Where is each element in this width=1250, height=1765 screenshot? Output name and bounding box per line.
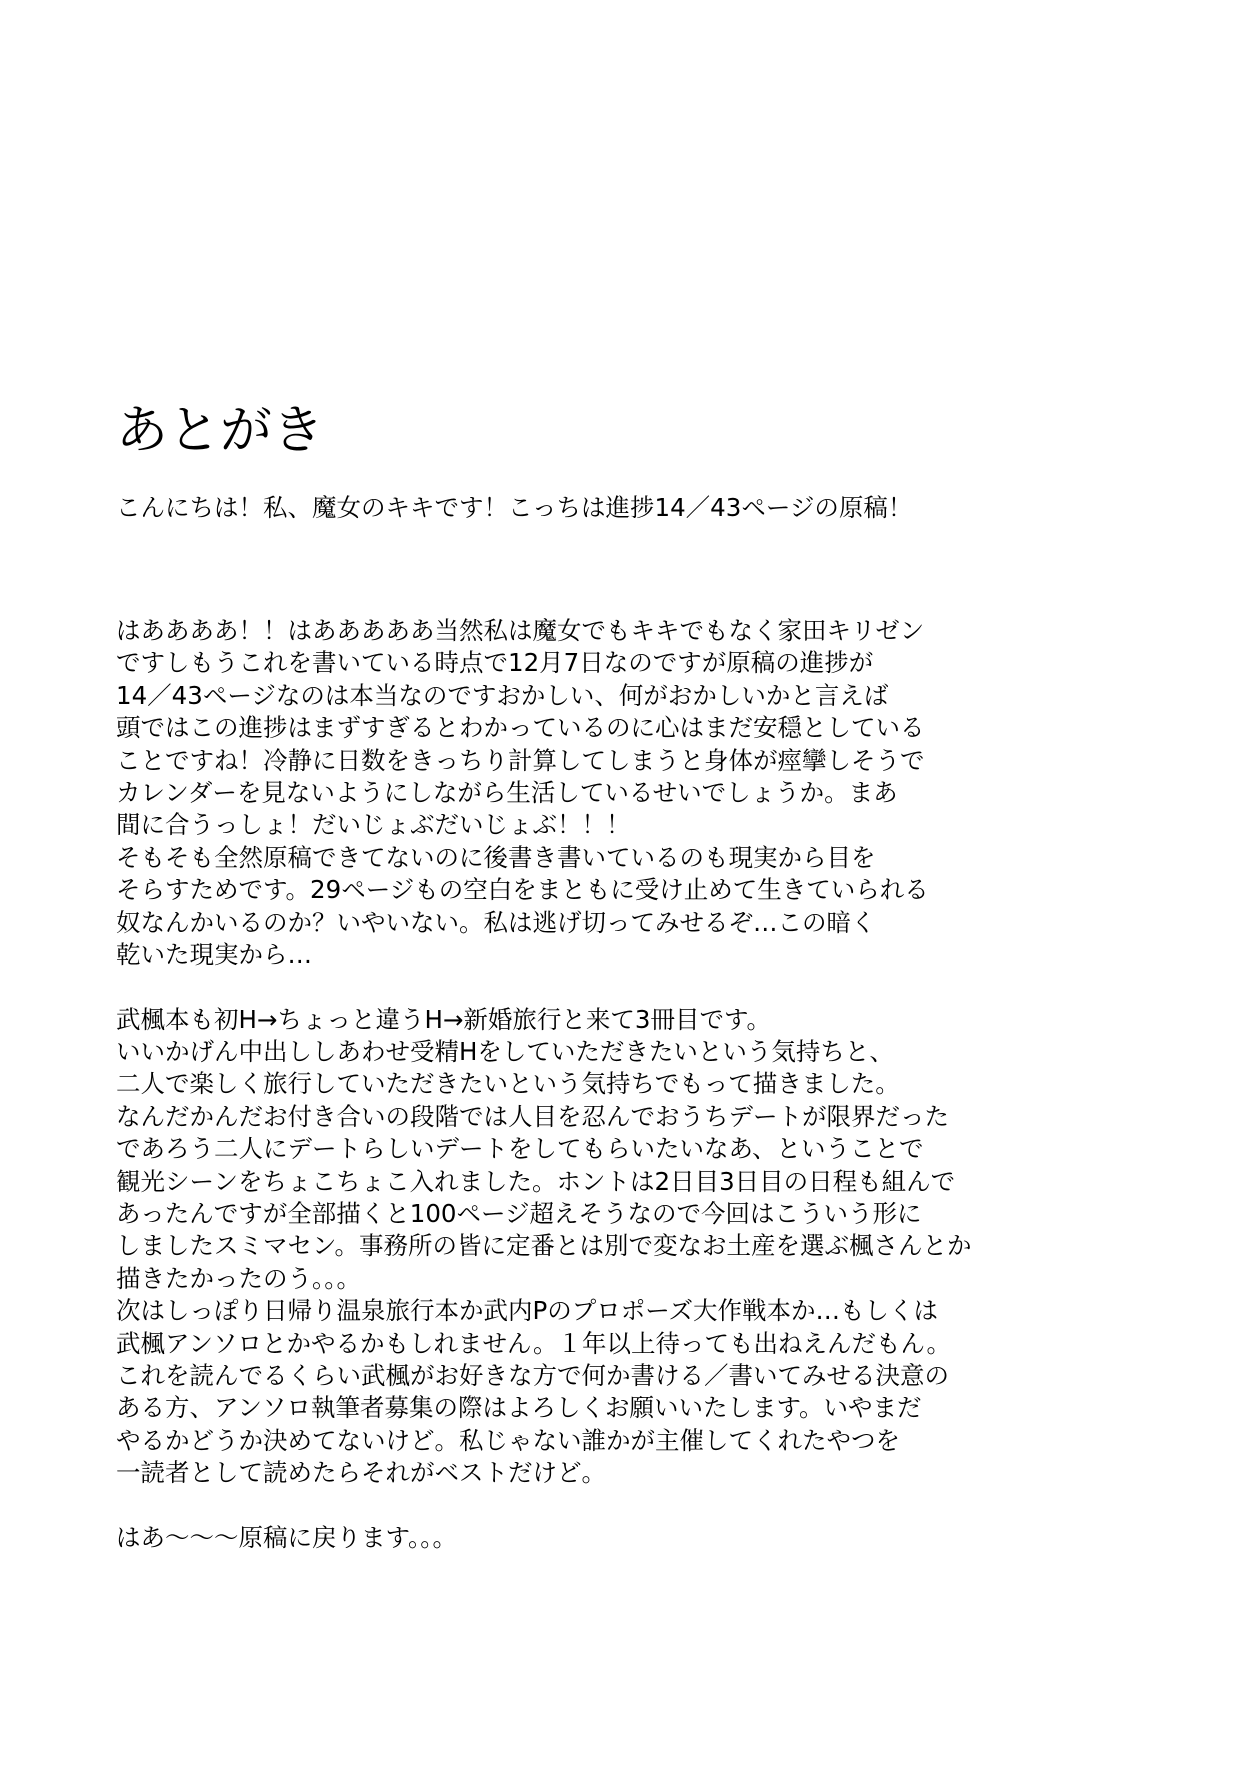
- text-line: 奴なんかいるのか？いやいない。私は逃げ切ってみせるぞ…この暗く: [116, 907, 876, 937]
- text-line: 一読者として読めたらそれがベストだけど。: [116, 1458, 606, 1488]
- text-line: いいかげん中出ししあわせ受精Hをしていただきたいという気持ちと、: [116, 1037, 894, 1067]
- afterword-body: [116, 615, 1196, 1554]
- text-line: はああああ！！はあああああ当然私は魔女でもキキでもなく家田キリゼン: [116, 616, 925, 645]
- text-line: 観光シーンをちょこちょこ入れました。ホントは2日目3日目の日程も組んで: [116, 1166, 956, 1196]
- text-line: 描きたかったのう。。。: [116, 1263, 361, 1293]
- text-line: これを読んでるくらい武楓がお好きな方で何か書ける／書いてみせる決意の: [116, 1360, 949, 1390]
- text-line: あったんですが全部描くと100ページ超えそうなので今回はこういう形に: [116, 1199, 922, 1229]
- text-line: なんだかんだお付き合いの段階では人目を忍んでおうちデートが限界だった: [116, 1101, 949, 1131]
- text-line: 間に合うっしょ！だいじょぶだいじょぶ！！！: [116, 810, 631, 840]
- text-line: そらすためです。29ページもの空白をまともに受け止めて生きていられる: [116, 875, 929, 905]
- text-line: はあ～～～原稿に戻ります。。。: [116, 1522, 458, 1552]
- text-line: そもそも全然原稿できてないのに後書き書いているのも現実から目を: [116, 842, 876, 872]
- paragraph-2: [116, 1004, 1196, 1490]
- text-line: 次はしっぽり日帰り温泉旅行本か武内Pのプロポーズ大作戦本か…もしくは: [116, 1296, 939, 1326]
- text-line: ある方、アンソロ執筆者募集の際はよろしくお願いいたします。いやまだ: [116, 1393, 922, 1423]
- text-line: であろう二人にデートらしいデートをしてもらいたいなあ、ということで: [116, 1134, 924, 1164]
- text-line: 武楓本も初H→ちょっと違うH→新婚旅行と来て3冊目です。: [116, 1004, 772, 1034]
- paragraph-1: [116, 615, 1196, 971]
- paragraph-gap: [116, 1490, 1196, 1522]
- text-line: 14／43ページなのは本当なのですおかしい、何がおかしいかと言えば: [116, 680, 889, 710]
- text-line: 二人で楽しく旅行していただきたいという気持ちでもって描きました。: [116, 1069, 900, 1099]
- page-title: あとがき: [116, 401, 325, 461]
- paragraph-3: [116, 1522, 1196, 1554]
- text-line: やるかどうか決めてないけど。私じゃない誰かが主催してくれたやつを: [116, 1425, 900, 1455]
- paragraph-gap: [116, 971, 1196, 1003]
- text-line: しましたスミマセン。事務所の皆に定番とは別で変なお土産を選ぶ楓さんとか: [116, 1231, 972, 1261]
- text-line: 乾いた現実から…: [116, 939, 312, 969]
- text-line: 頭ではこの進捗はまずすぎるとわかっているのに心はまだ安穏としている: [116, 713, 925, 743]
- text-line: ですしもうこれを書いている時点で12月7日なのですが原稿の進捗が: [116, 648, 874, 678]
- text-line: カレンダーを見ないようにしながら生活しているせいでしょうか。まあ: [116, 777, 898, 807]
- greeting-line: こんにちは！私、魔女のキキです！こっちは進捗14／43ページの原稿！: [116, 493, 913, 522]
- text-line: 武楓アンソロとかやるかもしれません。１年以上待っても出ねえんだもん。: [116, 1328, 951, 1358]
- text-line: ことですね！冷静に日数をきっちり計算してしまうと身体が痙攣しそうで: [116, 745, 925, 775]
